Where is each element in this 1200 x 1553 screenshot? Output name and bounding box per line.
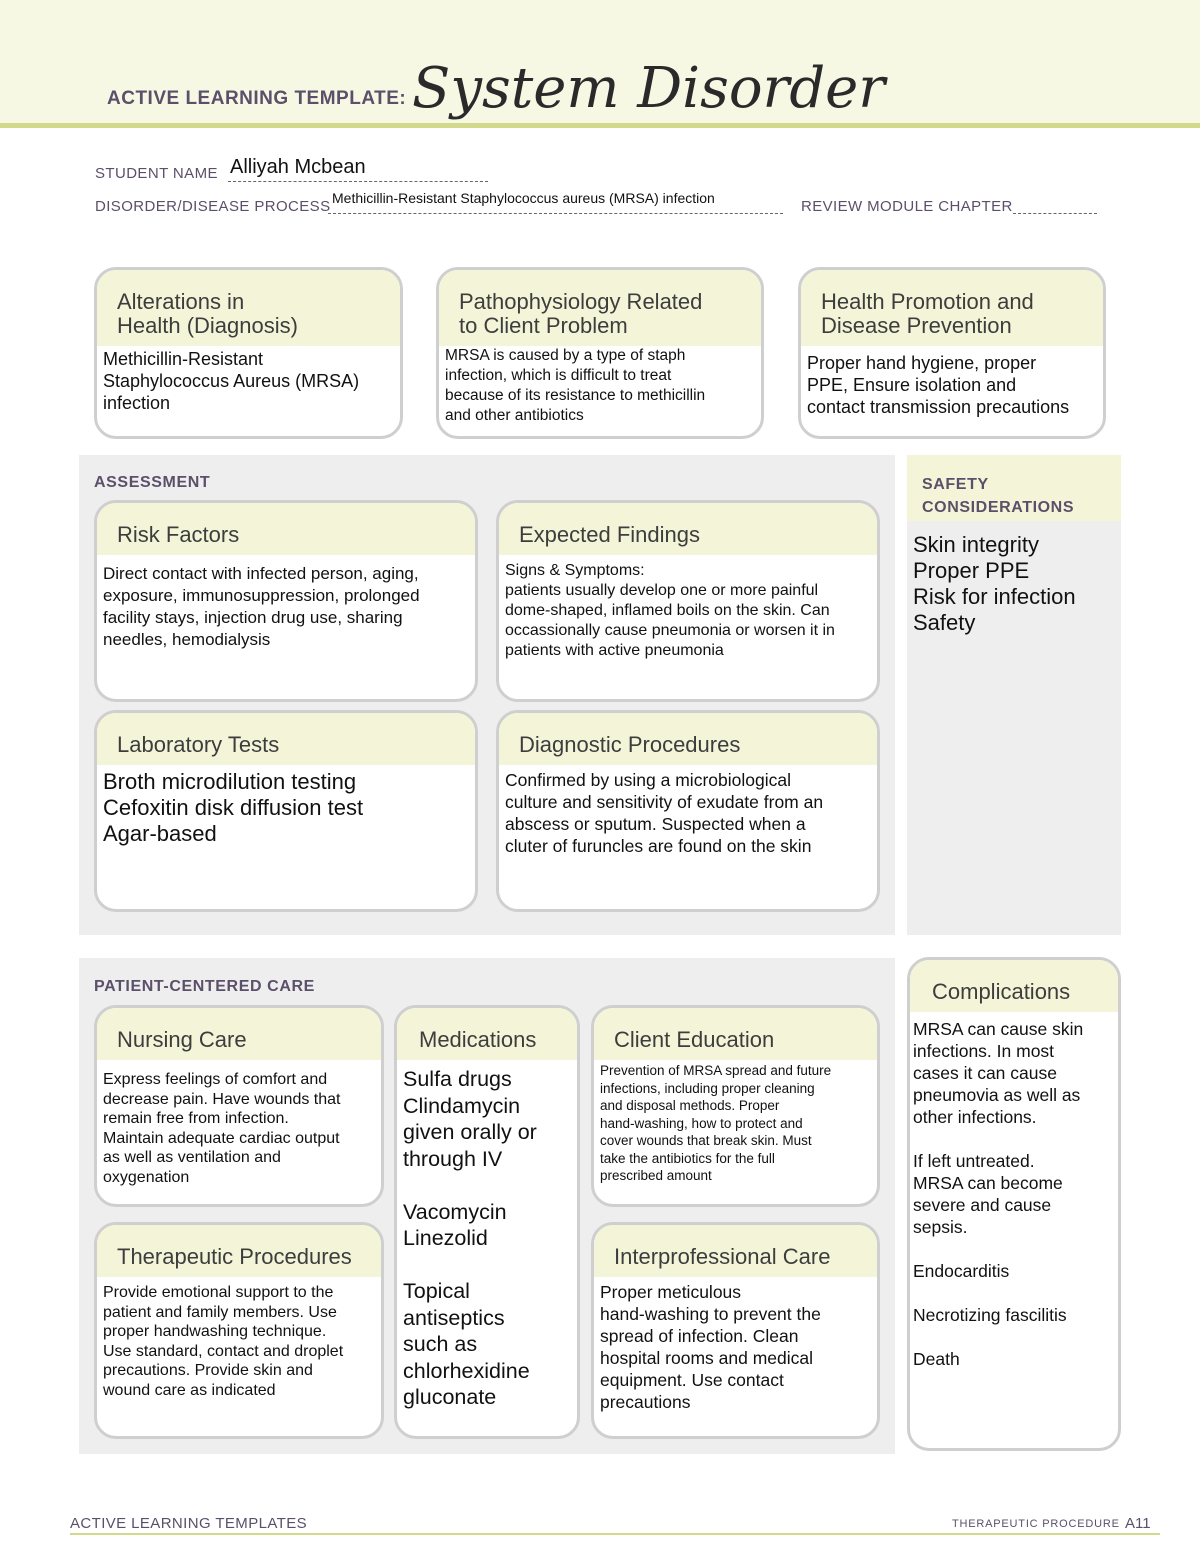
patient-care-title: PATIENT-CENTERED CARE [94,978,315,995]
card-complications [907,957,1121,1451]
footer-left: ACTIVE LEARNING TEMPLATES [70,1515,307,1532]
card-title: Expected Findings [499,503,877,555]
card-title: Medications [397,1008,577,1060]
chapter-field[interactable] [1013,213,1097,214]
card-body: Express feelings of comfort and decrease pain. Have wounds that remain free from infection. Maintain adequate cardiac output as well as ventilation and oxygenation [103,1071,341,1186]
card-interprofessional-care [591,1222,880,1439]
card-alterations-in-health [94,267,403,439]
card-title: Complications [910,960,1118,1012]
card-body: Signs & Symptoms: patients usually develop one or more painful dome-shaped, inflamed boils on the skin. Can occassionally cause pneumonia or worsen it in patients with active pneumonia [505,562,835,659]
chapter-label: REVIEW MODULE CHAPTER [801,198,1013,215]
card-body: Proper meticulous hand-washing to prevent the spread of infection. Clean hospital rooms and medical equipment. Use contact precautions [600,1282,821,1412]
header-rule [0,123,1200,128]
card-body: Methicillin-Resistant Staphylococcus Aureus (MRSA) infection [103,349,360,413]
card-title: Pathophysiology Related to Client Problem [439,270,761,346]
card-title: Alterations in Health (Diagnosis) [97,270,400,346]
card-body: Direct contact with infected person, aging, exposure, immunosuppression, prolonged facility stays, injection drug use, sharing needles, hemodialysis [103,564,420,649]
card-diagnostic-procedures [496,710,880,912]
safety-body: Skin integrity Proper PPE Risk for infection Safety [913,532,1076,635]
student-name-label: STUDENT NAME [95,165,218,182]
footer-right: THERAPEUTIC PROCEDURE [952,1518,1120,1530]
card-laboratory-tests [94,710,478,912]
disorder-field[interactable]: Methicillin-Resistant Staphylococcus aureus (MRSA) infection [332,190,715,206]
card-body: Sulfa drugs Clindamycin given orally or through IV Vacomycin Linezolid Topical antiseptics such as chlorhexidine gluconate [403,1067,537,1409]
card-title: Nursing Care [97,1008,381,1060]
footer-rule [70,1533,1160,1535]
card-pathophysiology [436,267,764,439]
card-client-education [591,1005,880,1207]
card-body: Proper hand hygiene, proper PPE, Ensure isolation and contact transmission precautions [807,353,1070,417]
safety-title: SAFETY CONSIDERATIONS [922,476,1075,516]
card-body: MRSA is caused by a type of staph infection, which is difficult to treat because of its resistance to methicillin and other antibiotics [445,347,706,424]
card-body: Prevention of MRSA spread and future infections, including proper cleaning and disposal methods. Proper hand-washing, how to protect and cover wounds that break skin. Must take the antibiotics for the full prescribed amount [600,1063,832,1183]
card-body: MRSA can cause skin infections. In most cases it can cause pneumovia as well as other infections. If left untreated. MRSA can become severe and cause sepsis. Endocarditis Necrotizing fascilitis Death [913,1019,1084,1369]
card-body: Provide emotional support to the patient and family members. Use proper handwashing technique. Use standard, contact and droplet precautions. Provide skin and wound care as indicated [103,1284,344,1399]
card-title: Therapeutic Procedures [97,1225,381,1277]
page-number: A11 [1125,1515,1151,1532]
card-title: Interprofessional Care [594,1225,877,1277]
card-health-promotion [798,267,1106,439]
disorder-line [328,213,783,214]
disorder-label: DISORDER/DISEASE PROCESS [95,198,331,215]
safety-panel [907,455,1121,935]
card-expected-findings [496,500,880,702]
student-name-field[interactable]: Alliyah Mcbean [230,156,366,178]
card-title: Risk Factors [97,503,475,555]
card-title: Diagnostic Procedures [499,713,877,765]
card-medications [394,1005,580,1439]
page-title: System Disorder [412,56,886,121]
card-title: Laboratory Tests [97,713,475,765]
template-label: ACTIVE LEARNING TEMPLATE: [107,88,407,109]
card-body: Confirmed by using a microbiological culture and sensitivity of exudate from an abscess or sputum. Suspected when a cluter of furuncles are found on the skin [505,770,824,856]
card-body: Broth microdilution testing Cefoxitin disk diffusion test Agar-based [103,769,364,846]
card-risk-factors [94,500,478,702]
card-title: Client Education [594,1008,877,1060]
card-title: Health Promotion and Disease Prevention [801,270,1103,346]
card-therapeutic-procedures [94,1222,384,1439]
student-name-line [228,181,488,182]
assessment-title: ASSESSMENT [94,474,211,491]
card-nursing-care [94,1005,384,1207]
